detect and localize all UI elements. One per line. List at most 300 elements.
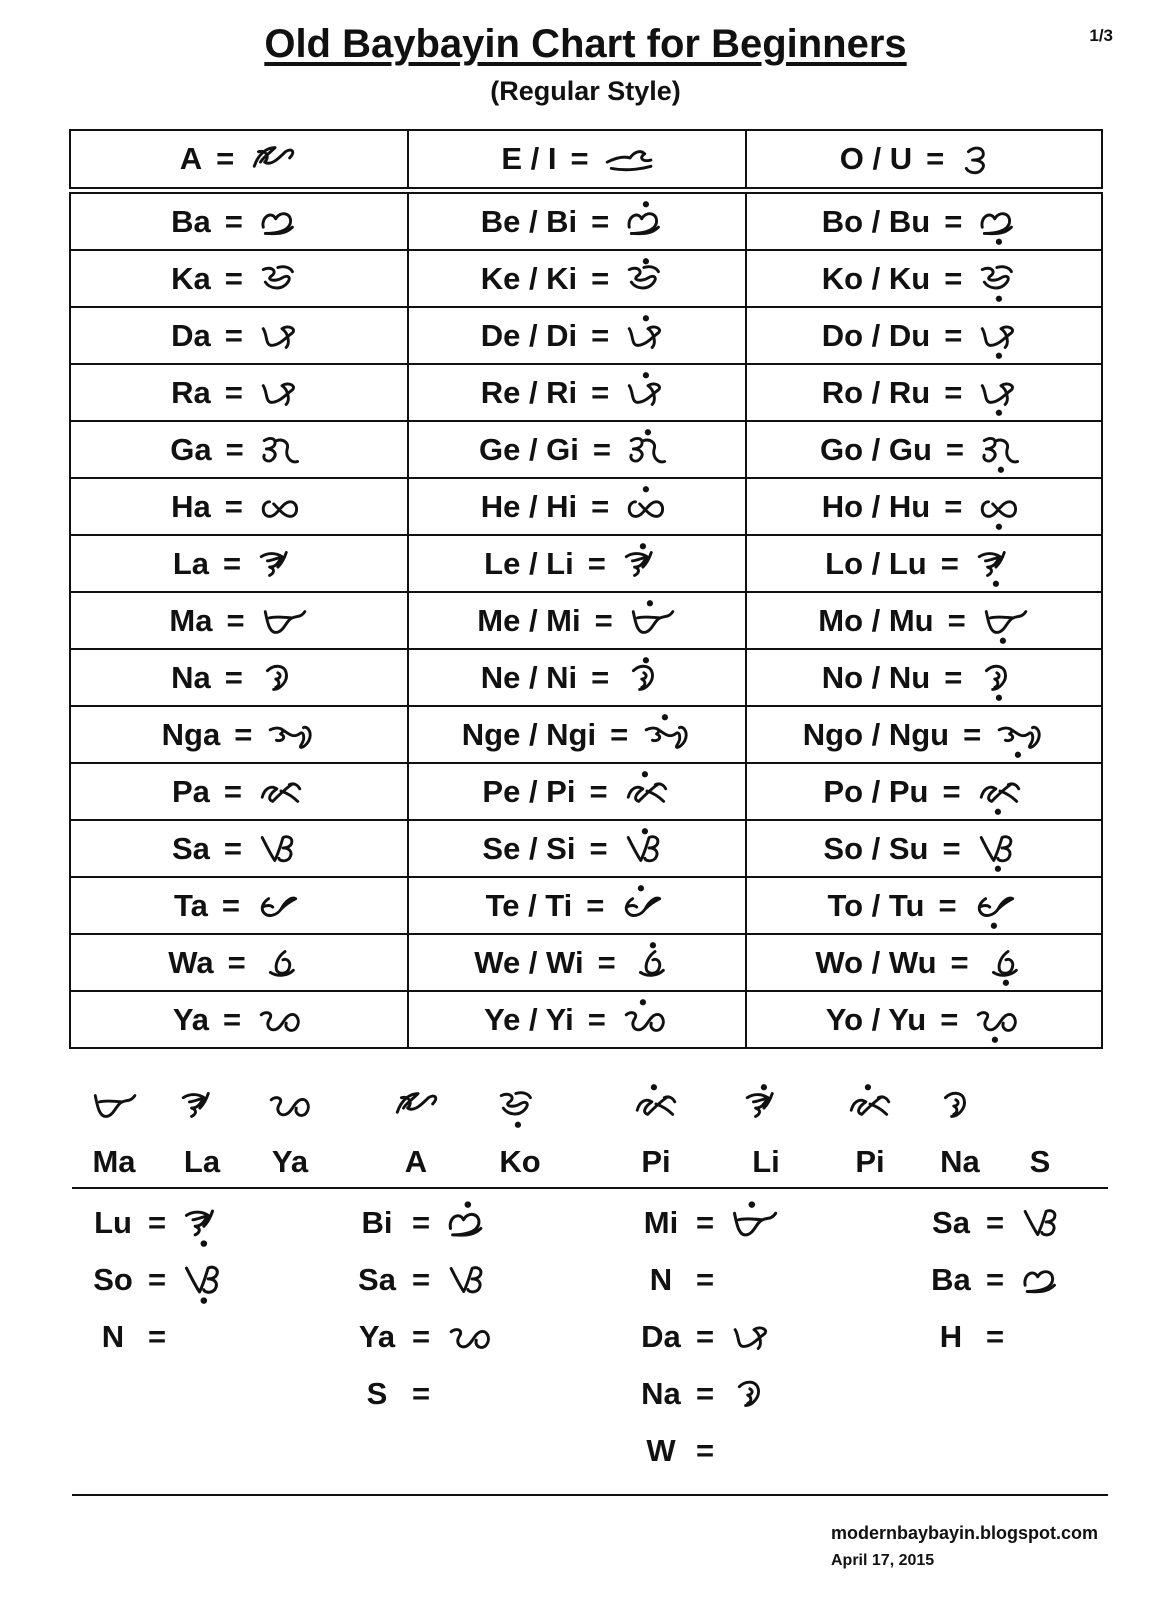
syllable-label: Ho / Hu: [821, 488, 931, 524]
syllable-cell: [70, 991, 408, 1048]
syllable-label: Re / Ri: [480, 374, 578, 410]
syllable-cell: [70, 706, 408, 763]
syllable-label: E / I: [501, 141, 557, 176]
exercise-item: [930, 1312, 1004, 1362]
exercise-label: Mi: [643, 1205, 679, 1240]
consonant-row: [70, 877, 1102, 934]
equals-sign: =: [592, 431, 612, 467]
syllable-label: To / Tu: [827, 887, 925, 923]
baybayin-glyph: [1018, 1258, 1070, 1302]
equals-sign: =: [587, 1001, 606, 1037]
consonant-row: [70, 364, 1102, 421]
syllable-cell: [746, 877, 1102, 934]
baybayin-glyph: [622, 769, 672, 815]
syllable-label: Po / Pu: [823, 773, 929, 809]
footer-date: April 17, 2015: [831, 1552, 935, 1569]
exercise-item: [356, 1198, 496, 1248]
equals-sign: =: [944, 317, 963, 353]
syllable-label: Ro / Ru: [821, 374, 931, 410]
baybayin-glyph: [726, 1080, 806, 1130]
baybayin-glyph: [983, 940, 1033, 986]
example-label: Ma: [92, 1144, 136, 1179]
equals-sign: =: [586, 887, 605, 923]
equals-sign: =: [696, 1376, 715, 1411]
baybayin-glyph: [728, 1315, 780, 1359]
equals-sign: =: [610, 716, 629, 752]
syllable-label: Ngo / Ngu: [802, 716, 950, 752]
equals-sign: =: [223, 545, 242, 581]
equals-sign: =: [224, 488, 243, 524]
baybayin-glyph: [603, 137, 653, 181]
syllable-cell: [746, 191, 1102, 251]
baybayin-glyph: [616, 1080, 696, 1130]
syllable-label: Nga: [161, 716, 221, 752]
baybayin-glyph: [630, 940, 680, 986]
consonant-row: [70, 820, 1102, 877]
syllable-label: Na: [171, 659, 211, 695]
equals-sign: =: [224, 374, 243, 410]
baybayin-glyph: [728, 1199, 780, 1247]
consonant-row: [70, 592, 1102, 649]
syllable-label: Ha: [171, 488, 211, 524]
exercise-label: N: [101, 1319, 125, 1354]
syllable-label: He / Hi: [480, 488, 578, 524]
example-label: S: [1029, 1144, 1051, 1179]
equals-sign: =: [950, 944, 969, 980]
syllable-cell: [408, 991, 746, 1048]
baybayin-glyph: [623, 313, 673, 359]
equals-sign: =: [216, 141, 235, 176]
exercise-label: Bi: [361, 1205, 393, 1240]
syllable-label: Ma: [169, 602, 213, 638]
syllable-cell: [408, 307, 746, 364]
syllable-label: O / U: [839, 141, 913, 176]
syllable-label: A: [179, 141, 203, 176]
exercise-label: Sa: [932, 1205, 970, 1240]
syllable-cell: [746, 421, 1102, 478]
example-syllable: [616, 1080, 696, 1180]
equals-sign: =: [148, 1205, 167, 1240]
syllable-cell: [408, 934, 746, 991]
page-title: Old Baybayin Chart for Beginners: [264, 22, 907, 66]
syllable-label: Ga: [170, 431, 212, 467]
baybayin-glyph: [256, 827, 306, 871]
example-label: Pi: [641, 1144, 671, 1179]
exercise-label: Ya: [358, 1319, 396, 1354]
equals-sign: =: [412, 1262, 431, 1297]
example-syllable: [74, 1080, 154, 1180]
baybayin-glyph: [623, 484, 673, 530]
exercise-item: [356, 1369, 430, 1419]
baybayin-glyph: [623, 655, 673, 701]
baybayin-glyph: [259, 599, 309, 643]
syllable-label: Do / Du: [821, 317, 931, 353]
equals-sign: =: [986, 1319, 1005, 1354]
syllable-cell: [70, 820, 408, 877]
baybayin-glyph: [266, 713, 316, 757]
exercise-label: S: [366, 1376, 388, 1411]
baybayin-glyph: [728, 1372, 780, 1416]
syllable-label: No / Nu: [821, 659, 931, 695]
equals-sign: =: [224, 203, 243, 239]
vowel-cell: [746, 130, 1102, 191]
baybayin-glyph: [1018, 1201, 1070, 1245]
syllable-cell: [70, 877, 408, 934]
consonant-row: [70, 649, 1102, 706]
baybayin-glyph: [257, 485, 307, 529]
exercise-item: [92, 1255, 232, 1305]
baybayin-glyph: [444, 1199, 496, 1247]
equals-sign: =: [944, 203, 963, 239]
syllable-label: Da: [171, 317, 211, 353]
exercise-label: Ba: [931, 1262, 971, 1297]
syllable-cell: [746, 250, 1102, 307]
exercise-item: [640, 1312, 780, 1362]
syllable-label: Me / Mi: [477, 602, 581, 638]
syllable-label: Ka: [171, 260, 211, 296]
syllable-cell: [746, 478, 1102, 535]
baybayin-glyph: [975, 769, 1025, 815]
baybayin-glyph: [972, 997, 1022, 1043]
syllable-label: Ko / Ku: [821, 260, 931, 296]
syllable-label: Ya: [172, 1001, 210, 1037]
consonant-row: [70, 191, 1102, 251]
equals-sign: =: [148, 1319, 167, 1354]
exercise-item: [640, 1369, 780, 1419]
exercise-label: Da: [641, 1319, 681, 1354]
equals-sign: =: [591, 260, 610, 296]
example-label: Pi: [855, 1144, 885, 1179]
syllable-cell: [746, 535, 1102, 592]
baybayin-glyph: [623, 199, 673, 245]
equals-sign: =: [963, 716, 982, 752]
equals-sign: =: [591, 659, 610, 695]
syllable-cell: [70, 250, 408, 307]
exercise-label: Lu: [94, 1205, 132, 1240]
exercise-label: W: [646, 1433, 676, 1468]
syllable-cell: [70, 934, 408, 991]
syllable-cell: [408, 535, 746, 592]
baybayin-glyph: [973, 541, 1023, 587]
baybayin-glyph: [976, 370, 1026, 416]
consonant-row: [70, 706, 1102, 763]
baybayin-glyph: [254, 884, 304, 928]
baybayin-glyph: [958, 137, 1008, 181]
exercise-item: [930, 1255, 1070, 1305]
equals-sign: =: [412, 1319, 431, 1354]
baybayin-glyph: [980, 598, 1030, 644]
syllable-cell: [70, 364, 408, 421]
consonant-row: [70, 307, 1102, 364]
equals-sign: =: [221, 887, 240, 923]
syllable-cell: [746, 649, 1102, 706]
baybayin-glyph: [976, 655, 1026, 701]
syllable-cell: [408, 706, 746, 763]
consonant-row: [70, 991, 1102, 1048]
syllable-label: Ge / Gi: [478, 431, 579, 467]
syllable-cell: [746, 307, 1102, 364]
syllable-label: Nge / Ngi: [461, 716, 597, 752]
equals-sign: =: [940, 1001, 959, 1037]
syllable-label: La: [172, 545, 210, 581]
syllable-label: De / Di: [480, 317, 578, 353]
baybayin-glyph: [255, 998, 305, 1042]
equals-sign: =: [223, 773, 243, 809]
example-syllable: [162, 1080, 242, 1180]
baybayin-glyph: [376, 1080, 456, 1130]
baybayin-glyph: [258, 428, 308, 472]
syllable-label: Yo / Yu: [825, 1001, 927, 1037]
equals-sign: =: [947, 602, 966, 638]
consonant-row: [70, 478, 1102, 535]
syllable-cell: [408, 820, 746, 877]
equals-sign: =: [942, 830, 961, 866]
equals-sign: =: [938, 887, 957, 923]
baybayin-glyph: [627, 598, 677, 644]
baybayin-glyph: [444, 1315, 496, 1359]
syllable-label: Ra: [171, 374, 211, 410]
example-syllable: [250, 1080, 330, 1180]
baybayin-glyph: [1000, 1080, 1080, 1130]
page-subtitle: (Regular Style): [490, 76, 681, 106]
equals-sign: =: [224, 317, 243, 353]
baybayin-glyph: [248, 137, 298, 181]
baybayin-glyph: [623, 370, 673, 416]
equals-sign: =: [926, 141, 945, 176]
syllable-label: Wa: [168, 944, 214, 980]
syllable-label: We / Wi: [474, 944, 584, 980]
baybayin-glyph: [976, 199, 1026, 245]
baybayin-glyph: [257, 656, 307, 700]
equals-sign: =: [944, 260, 963, 296]
syllable-cell: [408, 877, 746, 934]
baybayin-glyph: [257, 314, 307, 358]
syllable-cell: [408, 649, 746, 706]
equals-sign: =: [226, 602, 245, 638]
equals-sign: =: [591, 317, 610, 353]
page-number: 1/3: [1089, 26, 1113, 45]
equals-sign: =: [587, 545, 606, 581]
baybayin-glyph: [257, 257, 307, 301]
example-label: Na: [940, 1144, 980, 1179]
equals-sign: =: [594, 602, 613, 638]
footer-url: modernbaybayin.blogspot.com: [831, 1523, 1099, 1543]
exercise-item: [356, 1255, 496, 1305]
syllable-cell: [408, 250, 746, 307]
syllable-cell: [70, 649, 408, 706]
equals-sign: =: [223, 1001, 242, 1037]
syllable-label: Se / Si: [482, 830, 576, 866]
vowel-cell: [408, 130, 746, 191]
consonant-row: [70, 250, 1102, 307]
baybayin-glyph: [971, 883, 1021, 929]
example-syllable: [920, 1080, 1000, 1180]
equals-sign: =: [591, 203, 610, 239]
syllable-cell: [408, 421, 746, 478]
syllable-cell: [70, 535, 408, 592]
baybayin-glyph: [920, 1080, 1000, 1130]
baybayin-chart: [69, 129, 1103, 1049]
equals-sign: =: [940, 545, 959, 581]
baybayin-glyph: [250, 1080, 330, 1130]
exercise-item: [92, 1312, 166, 1362]
syllable-cell: [70, 478, 408, 535]
exercise-item: [640, 1255, 714, 1305]
exercise-item: [930, 1198, 1070, 1248]
baybayin-glyph: [257, 200, 307, 244]
exercise-label: Na: [641, 1376, 681, 1411]
syllable-cell: [746, 706, 1102, 763]
syllable-label: Ye / Yi: [484, 1001, 574, 1037]
baybayin-glyph: [180, 1256, 232, 1304]
syllable-cell: [746, 592, 1102, 649]
syllable-label: Ke / Ki: [480, 260, 578, 296]
equals-sign: =: [570, 141, 589, 176]
baybayin-glyph: [255, 542, 305, 586]
consonant-row: [70, 535, 1102, 592]
syllable-label: Wo / Wu: [815, 944, 937, 980]
syllable-label: So / Su: [823, 830, 929, 866]
syllable-label: Te / Ti: [485, 887, 573, 923]
equals-sign: =: [696, 1433, 715, 1468]
syllable-cell: [70, 421, 408, 478]
divider-bottom: [72, 1494, 1108, 1496]
syllable-label: Ta: [174, 887, 208, 923]
syllable-label: Sa: [171, 830, 210, 866]
equals-sign: =: [589, 773, 608, 809]
baybayin-glyph: [260, 941, 310, 985]
baybayin-glyph: [620, 997, 670, 1043]
baybayin-glyph: [444, 1258, 496, 1302]
equals-sign: =: [234, 716, 253, 752]
baybayin-glyph: [976, 313, 1026, 359]
baybayin-glyph: [623, 256, 673, 302]
baybayin-glyph: [480, 1080, 560, 1130]
baybayin-glyph: [625, 427, 675, 473]
equals-sign: =: [148, 1262, 167, 1297]
baybayin-glyph: [976, 256, 1026, 302]
syllable-cell: [746, 820, 1102, 877]
example-syllable: [480, 1080, 560, 1180]
syllable-cell: [746, 991, 1102, 1048]
equals-sign: =: [591, 374, 610, 410]
exercise-label: Sa: [358, 1262, 396, 1297]
equals-sign: =: [696, 1262, 715, 1297]
syllable-cell: [408, 364, 746, 421]
syllable-label: Le / Li: [484, 545, 574, 581]
example-syllable: [830, 1080, 910, 1180]
syllable-label: Bo / Bu: [821, 203, 931, 239]
equals-sign: =: [225, 431, 244, 467]
syllable-label: Pe / Pi: [482, 773, 576, 809]
divider-top: [72, 1187, 1108, 1189]
example-syllable: [376, 1080, 456, 1180]
equals-sign: =: [986, 1262, 1005, 1297]
baybayin-glyph: [162, 1080, 242, 1130]
syllable-label: Be / Bi: [480, 203, 578, 239]
syllable-cell: [746, 364, 1102, 421]
equals-sign: =: [223, 830, 243, 866]
baybayin-glyph: [180, 1199, 232, 1247]
example-label: Ya: [271, 1144, 309, 1179]
equals-sign: =: [412, 1205, 431, 1240]
baybayin-glyph: [642, 712, 692, 758]
example-label: Ko: [499, 1144, 541, 1179]
baybayin-glyph: [74, 1080, 154, 1130]
vowel-row: [70, 130, 1102, 191]
syllable-cell: [408, 478, 746, 535]
syllable-cell: [408, 763, 746, 820]
example-word: [70, 1080, 1110, 1190]
baybayin-glyph: [256, 770, 306, 814]
example-syllable: [726, 1080, 806, 1180]
equals-sign: =: [412, 1376, 431, 1411]
syllable-cell: [70, 763, 408, 820]
equals-sign: =: [227, 944, 246, 980]
exercise-label: H: [939, 1319, 963, 1354]
consonant-row: [70, 763, 1102, 820]
syllable-label: Lo / Lu: [825, 545, 927, 581]
example-label: La: [183, 1144, 221, 1179]
exercise-item: [92, 1198, 232, 1248]
syllable-label: Ba: [171, 203, 211, 239]
consonant-row: [70, 421, 1102, 478]
baybayin-glyph: [975, 826, 1025, 872]
example-syllable: [1000, 1080, 1080, 1180]
exercise-label: N: [649, 1262, 673, 1297]
equals-sign: =: [696, 1205, 715, 1240]
baybayin-glyph: [620, 541, 670, 587]
equals-sign: =: [945, 431, 965, 467]
equals-sign: =: [944, 488, 963, 524]
syllable-label: Mo / Mu: [818, 602, 934, 638]
example-label: A: [404, 1144, 428, 1179]
exercise-item: [356, 1312, 496, 1362]
syllable-cell: [746, 934, 1102, 991]
syllable-cell: [70, 191, 408, 251]
equals-sign: =: [944, 659, 963, 695]
consonant-row: [70, 934, 1102, 991]
baybayin-glyph: [830, 1080, 910, 1130]
syllable-cell: [408, 191, 746, 251]
syllable-cell: [408, 592, 746, 649]
baybayin-glyph: [257, 371, 307, 415]
equals-sign: =: [696, 1319, 715, 1354]
syllable-label: Go / Gu: [819, 431, 932, 467]
syllable-cell: [70, 592, 408, 649]
equals-sign: =: [591, 488, 610, 524]
equals-sign: =: [589, 830, 608, 866]
baybayin-glyph: [978, 427, 1028, 473]
equals-sign: =: [224, 659, 243, 695]
baybayin-glyph: [995, 712, 1045, 758]
exercise-label: So: [93, 1262, 133, 1297]
syllable-label: Ne / Ni: [480, 659, 578, 695]
baybayin-glyph: [618, 883, 668, 929]
equals-sign: =: [944, 374, 963, 410]
equals-sign: =: [224, 260, 243, 296]
syllable-cell: [70, 307, 408, 364]
exercise-item: [640, 1426, 714, 1476]
syllable-label: Pa: [171, 773, 210, 809]
equals-sign: =: [986, 1205, 1005, 1240]
baybayin-glyph: [976, 484, 1026, 530]
equals-sign: =: [942, 773, 961, 809]
baybayin-glyph: [622, 826, 672, 872]
vowel-cell: [70, 130, 408, 191]
syllable-cell: [746, 763, 1102, 820]
example-label: Li: [752, 1144, 780, 1179]
